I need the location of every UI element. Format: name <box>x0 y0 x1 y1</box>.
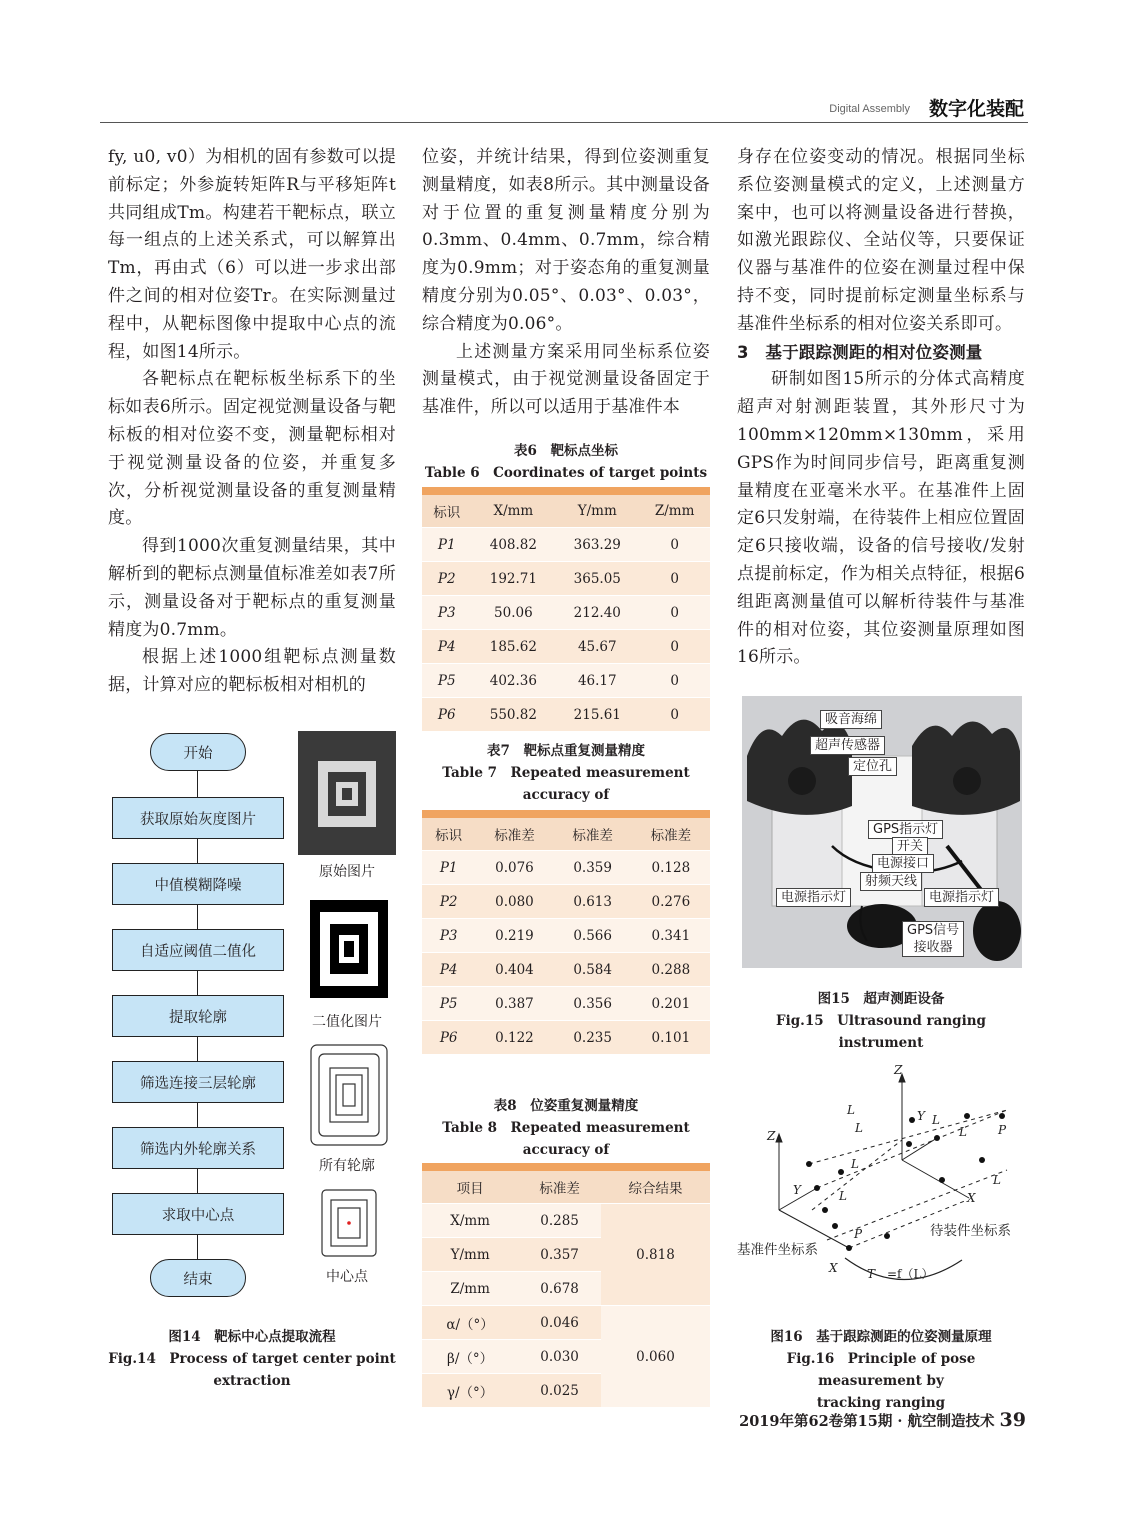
table-cell: 0.341 <box>632 919 710 953</box>
table-cell: 0 <box>639 664 710 698</box>
table-header: Z/mm <box>639 491 710 528</box>
table-cell: 215.61 <box>555 698 639 732</box>
table-cell: 50.06 <box>471 596 555 630</box>
table-cell: 0.219 <box>475 919 553 953</box>
flow-step: 中值模糊降噪 <box>112 863 284 905</box>
table-cell: 45.67 <box>555 630 639 664</box>
table-cell: Y/mm <box>422 1238 518 1272</box>
figure-15-photo <box>742 696 1022 968</box>
svg-text:Y: Y <box>917 1109 925 1123</box>
photo-label: 开关 <box>892 837 928 856</box>
table-cell: 0.201 <box>632 987 710 1021</box>
table-header: 标准差 <box>518 1167 601 1204</box>
photo-label: 电源指示灯 <box>776 888 851 907</box>
table-cell: X/mm <box>422 1204 518 1238</box>
flow-arrow <box>197 839 198 863</box>
flow-arrow <box>197 1103 198 1127</box>
table-row <box>422 987 710 1021</box>
center-image <box>318 1186 380 1260</box>
table-row <box>422 1021 710 1055</box>
table-cell: 0.359 <box>554 851 632 885</box>
table-cell: α/（°） <box>422 1306 518 1340</box>
table-cell: P4 <box>422 630 471 664</box>
table-header: 标准差 <box>475 814 553 851</box>
paragraph: 研制如图15所示的分体式高精度超声对射测距装置，其外形尺寸为100mm×120mm×130mm，采用GPS作为时间同步信号，距离重复测量精度在亚毫米水平。在基准件上固定6只发射端，在待装件上相应位置固定6只接收端，设备的信号接收/发射点提前标定，作为相关点特征，根据6组距离测量值可以解析待装件与基准件的相对位姿，其位姿测量原理如图16所示。 <box>737 369 1025 668</box>
table-cell: P5 <box>422 987 475 1021</box>
page-footer <box>739 1409 1026 1431</box>
svg-text:L: L <box>932 1113 940 1127</box>
table-cell: 0.357 <box>518 1238 601 1272</box>
photo-label: 电源指示灯 <box>924 888 999 907</box>
svg-text:L: L <box>993 1173 1001 1187</box>
table-cell: P1 <box>422 851 475 885</box>
paragraph: 位姿，并统计结果，得到位姿测重复测量精度，如表8所示。其中测量设备对于位置的重复测量精度分别为0.3mm、0.4mm、0.7mm，综合精度为0.9mm；对于姿态角的重复测量精度分别为0.05°、0.03°、0.03°，综合精度为0.06°。 <box>422 147 710 334</box>
image-label: 二值化图片 <box>312 1014 382 1030</box>
table-cell-total: 0.818 <box>601 1204 710 1306</box>
flow-step: 提取轮廓 <box>112 995 284 1037</box>
fig15-caption: 图15 超声测距设备 Fig.15 Ultrasound ranging instrument <box>775 991 986 1051</box>
fig14-caption: 图14 靶标中心点提取流程 Fig.14 Process of target center point extraction <box>108 1329 396 1389</box>
table-cell: γ/（°） <box>422 1374 518 1408</box>
photo-label: 射频天线 <box>860 872 922 891</box>
table-cell: 0 <box>639 630 710 664</box>
column-2 <box>422 144 710 422</box>
table-cell-total: 0.060 <box>601 1306 710 1408</box>
table-cell: P6 <box>422 1021 475 1055</box>
table-header: X/mm <box>471 491 555 528</box>
table-cell: 0.584 <box>554 953 632 987</box>
caption-en: Table 6 Coordinates of target points <box>424 465 708 481</box>
paragraph: 各靶标点在靶标板坐标系下的坐标如表6所示。固定视觉测量设备与靶标板的相对位姿不变，测量靶标相对于视觉测量设备的位姿，并重复多次，分析视觉测量设备的重复测量精度。 <box>108 369 396 529</box>
table-cell: 0 <box>639 562 710 596</box>
caption-cn: 表6 靶标点坐标 <box>514 443 618 459</box>
table-7 <box>422 810 710 1054</box>
svg-text:Z: Z <box>767 1129 776 1143</box>
table-cell: P3 <box>422 596 471 630</box>
flow-arrow <box>197 771 198 797</box>
table-cell: 0.566 <box>554 919 632 953</box>
svg-text:P: P <box>854 1227 863 1241</box>
photo-label: 超声传感器 <box>810 736 885 755</box>
table-header: 标识 <box>422 491 471 528</box>
table-header: 项目 <box>422 1167 518 1204</box>
svg-text:L: L <box>855 1121 863 1135</box>
table-header: 综合结果 <box>601 1167 710 1204</box>
image-label: 原始图片 <box>319 864 375 880</box>
svg-text:X: X <box>829 1261 838 1275</box>
svg-text:T: T <box>867 1267 876 1281</box>
table-row <box>422 630 710 664</box>
page-number: 39 <box>999 1409 1026 1431</box>
table-cell: 185.62 <box>471 630 555 664</box>
flow-arrow <box>197 1169 198 1193</box>
table-6 <box>422 487 710 731</box>
table-cell: 0.613 <box>554 885 632 919</box>
header-cn: 数字化装配 <box>928 98 1024 120</box>
flow-end: 结束 <box>150 1259 246 1297</box>
flow-step: 筛选连接三层轮廓 <box>112 1061 284 1103</box>
caption-cn: 表8 位姿重复测量精度 <box>493 1098 639 1114</box>
flow-step: 获取原始灰度图片 <box>112 797 284 839</box>
paragraph: fy, u0, v0）为相机的固有参数可以提前标定；外参旋转矩阵R与平移矩阵t共同组成Tm。构建若干靶标点，联立每一组点的上述关系式，可以解算出Tm，再由式（6）可以进一步求出部件之间的相对位姿Tr。在实际测量过程中，从靶标图像中提取中心点的流程，如图14所示。 <box>108 147 396 362</box>
table-cell: 0.288 <box>632 953 710 987</box>
table-row <box>422 919 710 953</box>
figure-16-diagram <box>737 1060 1027 1290</box>
flow-step: 自适应阈值二值化 <box>112 929 284 971</box>
table-cell: 192.71 <box>471 562 555 596</box>
caption-en: Table 8 Repeated measurement accuracy of <box>442 1120 690 1158</box>
svg-text:Y: Y <box>793 1183 801 1197</box>
photo-label: GPS指示灯 <box>868 820 943 839</box>
photo-label: 电源接口 <box>872 854 934 873</box>
header-en: Digital Assembly <box>829 103 910 115</box>
svg-text:P: P <box>998 1123 1007 1137</box>
table-cell: 0.128 <box>632 851 710 885</box>
svg-text:X: X <box>967 1191 976 1205</box>
table-header: 标识 <box>422 814 475 851</box>
table-cell: 550.82 <box>471 698 555 732</box>
table-cell: 0.404 <box>475 953 553 987</box>
table-row <box>422 528 710 562</box>
photo-label: 定位孔 <box>848 757 897 776</box>
paragraph: 得到1000次重复测量结果，其中解析到的靶标点测量值标准差如表7所示，测量设备对于靶标点的重复测量精度为0.7mm。 <box>108 536 396 640</box>
table-cell: 0 <box>639 698 710 732</box>
table-cell: 0 <box>639 528 710 562</box>
table-cell: P3 <box>422 919 475 953</box>
table-cell: 0.356 <box>554 987 632 1021</box>
table-cell: 0.046 <box>518 1306 601 1340</box>
binary-image <box>306 894 392 1004</box>
section-heading: 3 基于跟踪测距的相对位姿测量 <box>737 342 983 362</box>
table-cell: 402.36 <box>471 664 555 698</box>
image-label: 所有轮廓 <box>319 1158 375 1174</box>
table-cell: 0.387 <box>475 987 553 1021</box>
svg-text:L: L <box>839 1189 847 1203</box>
table-cell: 0 <box>639 596 710 630</box>
table-cell: 408.82 <box>471 528 555 562</box>
target-frame-label: 待装件坐标系 <box>930 1223 1011 1239</box>
flow-arrow <box>197 905 198 929</box>
svg-text:L: L <box>959 1125 967 1139</box>
table-cell: 46.17 <box>555 664 639 698</box>
table-header: 标准差 <box>554 814 632 851</box>
table-cell: 0.025 <box>518 1374 601 1408</box>
table-cell: Z/mm <box>422 1272 518 1306</box>
table-cell: 0.235 <box>554 1021 632 1055</box>
photo-label: 吸音海绵 <box>820 710 882 729</box>
table-row <box>422 885 710 919</box>
flow-arrow <box>197 1235 198 1259</box>
caption-cn: 表7 靶标点重复测量精度 <box>487 743 645 759</box>
table-8 <box>422 1163 710 1407</box>
contours-image <box>306 1040 392 1150</box>
table-cell: P2 <box>422 885 475 919</box>
photo-label: GPS信号 接收器 <box>902 921 964 957</box>
table-row <box>422 664 710 698</box>
table-row <box>422 851 710 885</box>
caption-en: Table 7 Repeated measurement accuracy of <box>442 765 690 803</box>
flow-step: 求取中心点 <box>112 1193 284 1235</box>
svg-text:L: L <box>847 1103 855 1117</box>
table-cell: 363.29 <box>555 528 639 562</box>
table-cell: P6 <box>422 698 471 732</box>
table-header: Y/mm <box>555 491 639 528</box>
table6-caption <box>422 440 710 484</box>
page-header <box>100 92 1028 123</box>
column-1 <box>108 144 396 700</box>
svg-text:L: L <box>851 1157 859 1171</box>
table-cell: P5 <box>422 664 471 698</box>
svg-text:Z: Z <box>894 1063 903 1077</box>
fig16-caption: 图16 基于跟踪测距的位姿测量原理 Fig.16 Principle of pose measurement by tracking ranging <box>770 1329 992 1411</box>
table-row <box>422 596 710 630</box>
table-row <box>422 953 710 987</box>
table-cell: P2 <box>422 562 471 596</box>
table-cell: 0.080 <box>475 885 553 919</box>
original-image <box>298 731 396 855</box>
table-cell: 0.122 <box>475 1021 553 1055</box>
table-cell: 0.101 <box>632 1021 710 1055</box>
flow-start: 开始 <box>150 733 246 771</box>
base-frame-label: 基准件坐标系 <box>737 1242 818 1258</box>
paragraph: 根据上述1000组靶标点测量数据，计算对应的靶标板相对相机的 <box>108 647 396 696</box>
column-3 <box>737 144 1025 672</box>
table-cell: β/（°） <box>422 1340 518 1374</box>
table-cell: 0.678 <box>518 1272 601 1306</box>
flow-arrow <box>197 1037 198 1061</box>
table-cell: 365.05 <box>555 562 639 596</box>
table-row <box>422 562 710 596</box>
table-cell: P1 <box>422 528 471 562</box>
table-header: 标准差 <box>632 814 710 851</box>
flow-arrow <box>197 971 198 995</box>
table-cell: 0.030 <box>518 1340 601 1374</box>
table-row <box>422 698 710 732</box>
svg-text:=f（L）: =f（L） <box>887 1267 934 1281</box>
table-cell: P4 <box>422 953 475 987</box>
paragraph: 身存在位姿变动的情况。根据同坐标系位姿测量模式的定义，上述测量方案中，也可以将测量设备进行替换，如激光跟踪仪、全站仪等，只要保证仪器与基准件的位姿在测量过程中保持不变，同时提前标定测量坐标系与基准件坐标系的相对位姿关系即可。 <box>737 147 1025 334</box>
table-cell: 212.40 <box>555 596 639 630</box>
table-cell: 0.276 <box>632 885 710 919</box>
paragraph: 上述测量方案采用同坐标系位姿测量模式，由于视觉测量设备固定于基准件，所以可以适用于基准件本 <box>422 341 710 418</box>
flow-step: 筛选内外轮廓关系 <box>112 1127 284 1169</box>
table-cell: 0.285 <box>518 1204 601 1238</box>
journal-info: 2019年第62卷第15期 · 航空制造技术 <box>739 1413 995 1430</box>
table-cell: 0.076 <box>475 851 553 885</box>
image-label: 中心点 <box>326 1269 368 1285</box>
